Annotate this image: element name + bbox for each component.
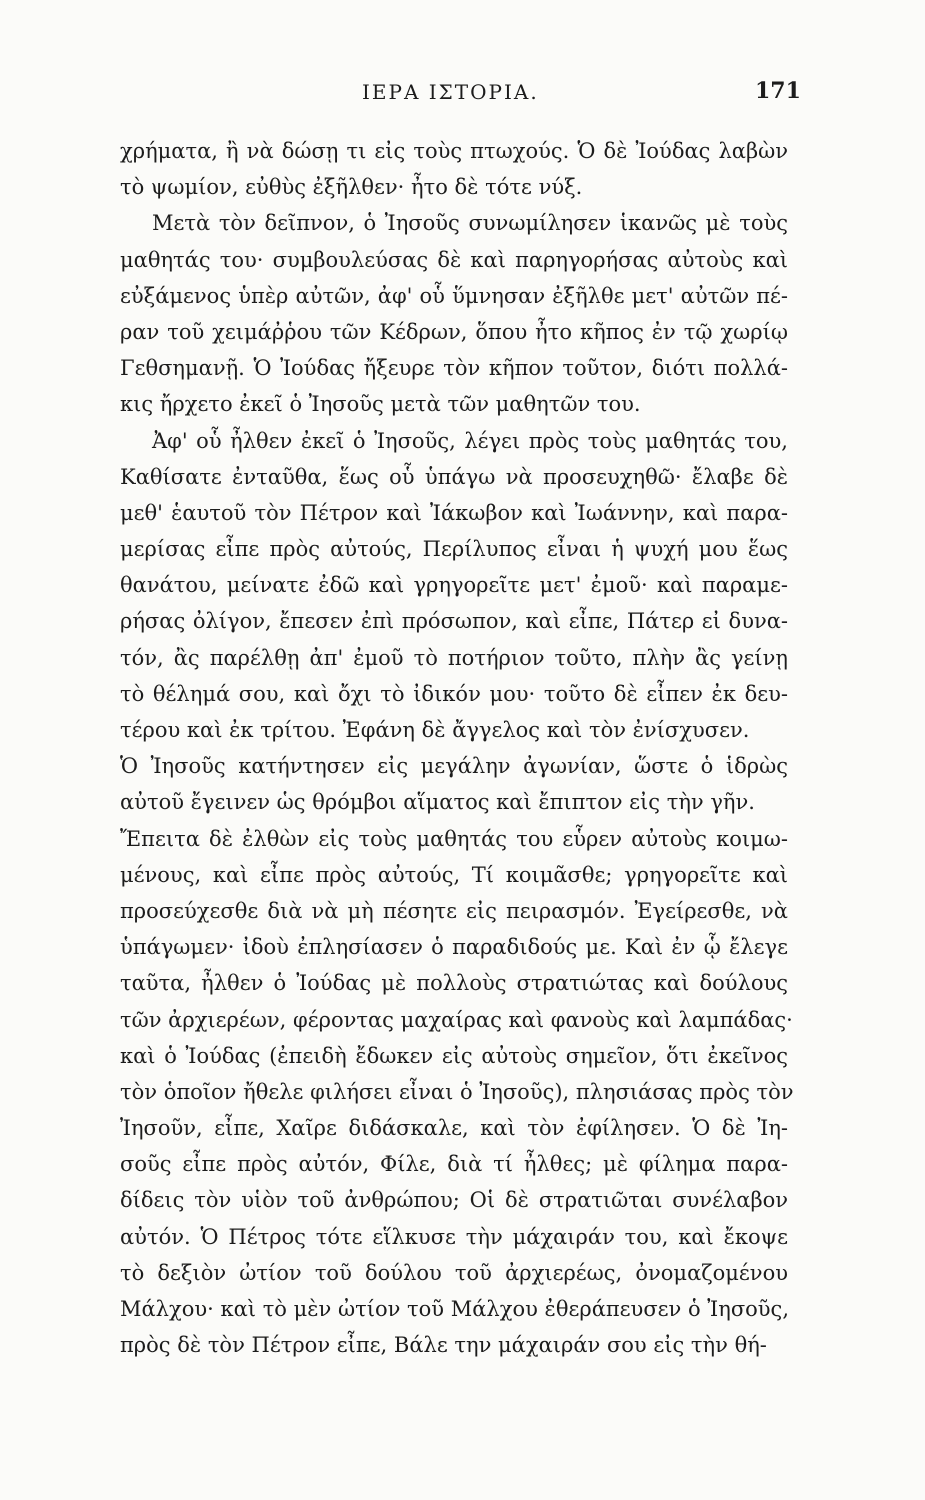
text-line: Ἰησοῦν, εἶπε, Χαῖρε διδάσκαλε, καὶ τὸν ἐφίλησεν. Ὁ δὲ Ἰη-	[120, 1116, 788, 1141]
text-line: Ἀφ' οὗ ἦλθεν ἐκεῖ ὁ Ἰησοῦς, λέγει πρὸς τοὺς μαθητάς του,	[152, 428, 788, 453]
text-line: Ὁ Ἰησοῦς κατήντησεν εἰς μεγάλην ἀγωνίαν, ὥστε ὁ ἱδρὼς	[120, 754, 788, 779]
text-line: δίδεις τὸν υἱὸν τοῦ ἀνθρώπου; Οἱ δὲ στρατιῶται συνέλαβον	[120, 1188, 788, 1213]
text-line: κις ἤρχετο ἐκεῖ ὁ Ἰησοῦς μετὰ τῶν μαθητῶν του.	[120, 392, 641, 417]
page-number: 171	[755, 78, 801, 104]
text-line: τὸ θέλημά σου, καὶ ὄχι τὸ ἰδικόν μου· τοῦτο δὲ εἶπεν ἐκ δευ-	[120, 681, 788, 706]
text-line: τέρου καὶ ἐκ τρίτου. Ἐφάνη δὲ ἄγγελος καὶ τὸν ἐνίσχυσεν.	[120, 718, 750, 742]
text-line: τόν, ἂς παρέλθῃ ἀπ' ἐμοῦ τὸ ποτήριον τοῦτο, πλὴν ἂς γείνῃ	[120, 645, 788, 670]
text-line: μερίσας εἶπε πρὸς αὐτούς, Περίλυπος εἶναι ἡ ψυχή μου ἕως	[120, 537, 788, 562]
text-line: μαθητάς του· συμβουλεύσας δὲ καὶ παρηγορήσας αὐτοὺς καὶ	[120, 247, 788, 272]
text-line: ρήσας ὀλίγον, ἔπεσεν ἐπὶ πρόσωπον, καὶ εἶπε, Πάτερ εἰ δυνα-	[120, 609, 788, 634]
text-line: μένους, καὶ εἶπε πρὸς αὐτούς, Τί κοιμᾶσθε; γρηγορεῖτε καὶ	[120, 862, 788, 887]
text-line: αὐτοῦ ἔγεινεν ὡς θρόμβοι αἵματος καὶ ἔπιπτον εἰς τὴν γῆν.	[120, 790, 755, 815]
page-header	[0, 80, 925, 114]
text-line: προσεύχεσθε διὰ νὰ μὴ πέσητε εἰς πειρασμόν. Ἐγείρεσθε, νὰ	[120, 898, 788, 923]
running-head: ΙΕΡΑ ΙΣΤΟΡΙΑ.	[362, 80, 539, 104]
body-text	[120, 133, 794, 1363]
text-line: σοῦς εἶπε πρὸς αὐτόν, Φίλε, διὰ τί ἦλθες; μὲ φίλημα παρα-	[120, 1152, 788, 1177]
text-line: Γεθσημανῇ. Ὁ Ἰούδας ἤξευρε τὸν κῆπον τοῦτον, διότι πολλά-	[120, 356, 788, 381]
text-line: τὸ δεξιὸν ὠτίον τοῦ δούλου τοῦ ἀρχιερέως, ὀνομαζομένου	[120, 1260, 788, 1285]
text-line: τὸν ὁποῖον ἤθελε φιλήσει εἶναι ὁ Ἰησοῦς), πλησιάσας πρὸς τὸν	[120, 1079, 794, 1104]
text-line: τὸ ψωμίον, εὐθὺς ἐξῆλθεν· ἦτο δὲ τότε νύξ.	[120, 175, 583, 200]
text-line: καὶ ὁ Ἰούδας (ἐπειδὴ ἔδωκεν εἰς αὐτοὺς σημεῖον, ὅτι ἐκεῖνος	[120, 1043, 788, 1068]
text-line: Ἔπειτα δὲ ἐλθὼν εἰς τοὺς μαθητάς του εὗρεν αὐτοὺς κοιμω-	[120, 826, 788, 851]
text-line: ραν τοῦ χειμάῤῥου τῶν Κέδρων, ὅπου ἦτο κῆπος ἐν τῷ χωρίῳ	[120, 319, 788, 344]
text-line: ὑπάγωμεν· ἰδοὺ ἐπλησίασεν ὁ παραδιδούς με. Καὶ ἐν ᾧ ἔλεγε	[120, 935, 788, 960]
text-line: τῶν ἀρχιερέων, φέροντας μαχαίρας καὶ φανοὺς καὶ λαμπάδας·	[120, 1007, 793, 1032]
text-line: Καθίσατε ἐνταῦθα, ἕως οὗ ὑπάγω νὰ προσευχηθῶ· ἔλαβε δὲ	[120, 464, 788, 489]
text-line: χρήματα, ἢ νὰ δώσῃ τι εἰς τοὺς πτωχούς. Ὁ δὲ Ἰούδας λαβὼν	[120, 139, 788, 163]
text-line: μεθ' ἑαυτοῦ τὸν Πέτρον καὶ Ἰάκωβον καὶ Ἰωάννην, καὶ παρα-	[120, 500, 788, 525]
text-line: Μετὰ τὸν δεῖπνον, ὁ Ἰησοῦς συνωμίλησεν ἱκανῶς μὲ τοὺς	[152, 211, 788, 236]
text-line: θανάτου, μείνατε ἐδῶ καὶ γρηγορεῖτε μετ' ἐμοῦ· καὶ παραμε-	[120, 573, 788, 598]
text-line: ταῦτα, ἦλθεν ὁ Ἰούδας μὲ πολλοὺς στρατιώτας καὶ δούλους	[120, 971, 788, 996]
text-line: Μάλχου· καὶ τὸ μὲν ὠτίον τοῦ Μάλχου ἐθεράπευσεν ὁ Ἰησοῦς,	[120, 1297, 789, 1321]
text-line: πρὸς δὲ τὸν Πέτρον εἶπε, Βάλε την μάχαιράν σου εἰς τὴν θή-	[120, 1333, 767, 1358]
text-line: εὐξάμενος ὑπὲρ αὐτῶν, ἀφ' οὗ ὕμνησαν ἐξῆλθε μετ' αὐτῶν πέ-	[120, 283, 788, 308]
text-line: αὐτόν. Ὁ Πέτρος τότε εἵλκυσε τὴν μάχαιράν του, καὶ ἔκοψε	[120, 1224, 788, 1249]
